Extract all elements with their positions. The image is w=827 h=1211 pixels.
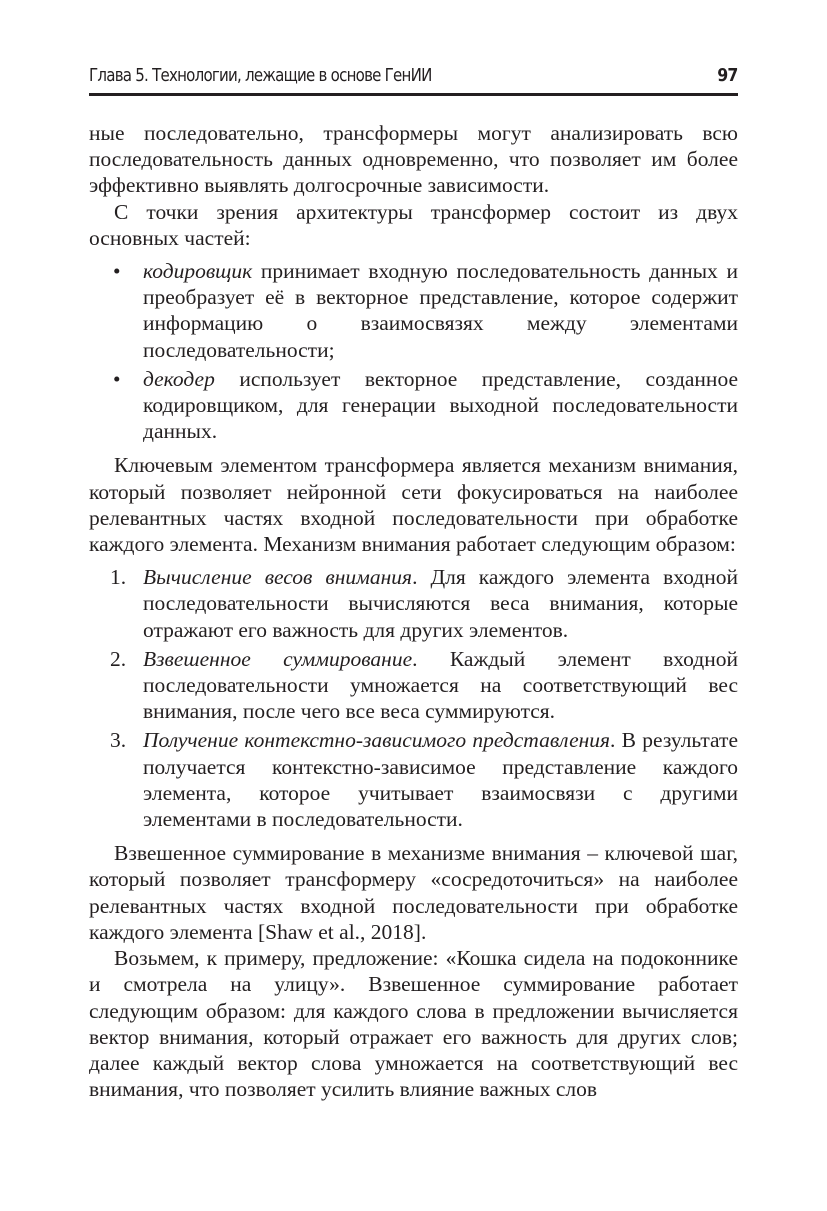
paragraph: Ключевым элементом трансформера является механизм внимания, который позволяет нейронной сети фокусироваться на наиболее релевантных частях входной последовательности при обработке каждого элемента. Механизм внимания работает следующим образом: — [89, 453, 738, 557]
term: декодер — [143, 366, 215, 391]
list-item — [89, 564, 738, 643]
chapter-title: Глава 5. Технологии, лежащие в основе ГенИИ — [89, 66, 432, 86]
list-number: 1. — [110, 565, 127, 590]
list-item — [89, 727, 738, 832]
bullet-list — [89, 258, 738, 444]
body-text — [89, 120, 738, 1102]
list-number: 3. — [110, 728, 127, 753]
list-number: 2. — [110, 646, 127, 671]
term: кодировщик — [143, 259, 253, 284]
header-rule — [89, 93, 738, 96]
list-item — [89, 258, 738, 363]
list-item-text: использует векторное представление, созданное кодировщиком, для генерации выходной последовательности данных. — [143, 366, 738, 444]
paragraph: Взвешенное суммирование в механизме внимания – ключевой шаг, который позволяет трансформеру «сосредоточиться» на наиболее релевантных частях входной последовательности при обработке каждого элемента [Shaw et al., 2018]. — [89, 841, 738, 944]
list-item-text: принимает входную последовательность данных и преобразует её в векторное представление, которое содержит информацию о взаимосвязях между элементами последовательности; — [143, 259, 738, 362]
bullet-icon: • — [113, 366, 121, 391]
bullet-icon: • — [113, 259, 121, 284]
list-item-text: . В результате получается контекстно-зависимое представление каждого элемента, которое учитывает взаимосвязи с другими элементами в последовательности. — [143, 728, 738, 832]
term: Получение контекстно-зависимого представления — [143, 728, 611, 753]
list-item — [89, 366, 738, 445]
term: Взвешенное суммирование — [143, 646, 413, 671]
numbered-list — [89, 564, 738, 832]
list-item-text: . Каждый элемент входной последовательности умножается на соответствующий вес внимания, после чего все веса суммируются. — [143, 646, 738, 724]
paragraph: С точки зрения архитектуры трансформер состоит из двух основных частей: — [89, 199, 738, 250]
running-header — [89, 66, 738, 92]
list-item-text: . Для каждого элемента входной последовательности вычисляются веса внимания, которые отражают его важность для других элементов. — [143, 565, 739, 642]
term: Вычисление весов внимания — [143, 565, 413, 590]
paragraph: ные последовательно, трансформеры могут анализировать всю последовательность данных одновременно, что позволяет им более эффективно выявлять долгосрочные зависимости. — [89, 121, 738, 198]
list-item — [89, 646, 738, 725]
page-number: 97 — [717, 66, 738, 86]
paragraph: Возьмем, к примеру, предложение: «Кошка сидела на подоконнике и смотрела на улицу». Взвешенное суммирование работает следующим образом: для каждого слова в предложении вычисляется вектор внимания, который отражает его важность для других слов; далее каждый вектор слова умножается на соответствующий вес внимания, что позволяет усилить влияние важных слов — [89, 946, 738, 1102]
